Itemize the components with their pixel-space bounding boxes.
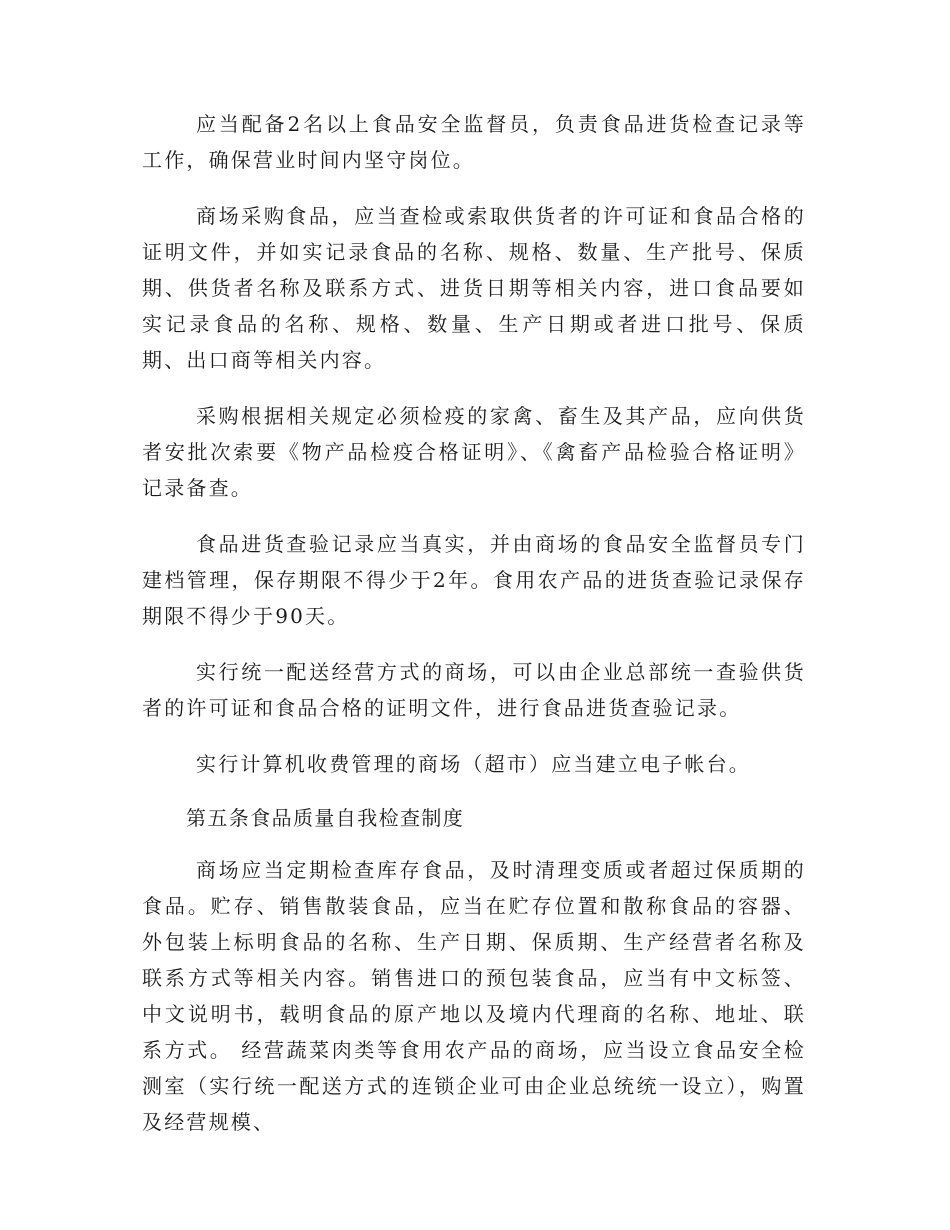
paragraph-self-inspection: 商场应当定期检查库存食品，及时清理变质或者超过保质期的食品。贮存、销售散装食品，应当在贮存位置和散称食品的容器、外包装上标明食品的名称、生产日期、保质期、生产经营者名称及联系方式等相关内容。销售进口的预包装食品，应当有中文标签、中文说明书，载明食品的原产地以及境内代理商的名称、地址、联系方式。 经营蔬菜肉类等食用农产品的商场，应当设立食品安全检测室（实行统一配送方式的连锁企业可由企业总统统一设立），购置及经营规模、 <box>142 858 806 1134</box>
paragraph-electronic-ledger: 实行计算机收费管理的商场（超市）应当建立电子帐台。 <box>196 752 751 776</box>
section-heading-article-5: 第五条食品质量自我检查制度 <box>186 806 465 830</box>
paragraph-unified-distribution: 实行统一配送经营方式的商场，可以由企业总部统一查验供货者的许可证和食品合格的证明文件，进行食品进货查验记录。 <box>142 660 806 720</box>
paragraph-supervisor-staffing: 应当配备2名以上食品安全监督员，负责食品进货检查记录等工作，确保营业时间内坚守岗位。 <box>142 112 806 172</box>
document-body <box>142 106 806 1160</box>
paragraph-quarantine-certificates: 采购根据相关规定必须检疫的家禽、畜生及其产品，应向供货者安批次索要《物产品检疫合格证明》、《禽畜产品检验合格证明》记录备查。 <box>142 404 806 500</box>
paragraph-record-retention: 食品进货查验记录应当真实，并由商场的食品安全监督员专门建档管理，保存期限不得少于2年。食用农产品的进货查验记录保存期限不得少于90天。 <box>142 532 806 628</box>
paragraph-purchase-inspection: 商场采购食品，应当查检或索取供货者的许可证和食品合格的证明文件，并如实记录食品的名称、规格、数量、生产批号、保质期、供货者名称及联系方式、进货日期等相关内容，进口食品要如实记录食品的名称、规格、数量、生产日期或者进口批号、保质期、出口商等相关内容。 <box>142 204 806 372</box>
